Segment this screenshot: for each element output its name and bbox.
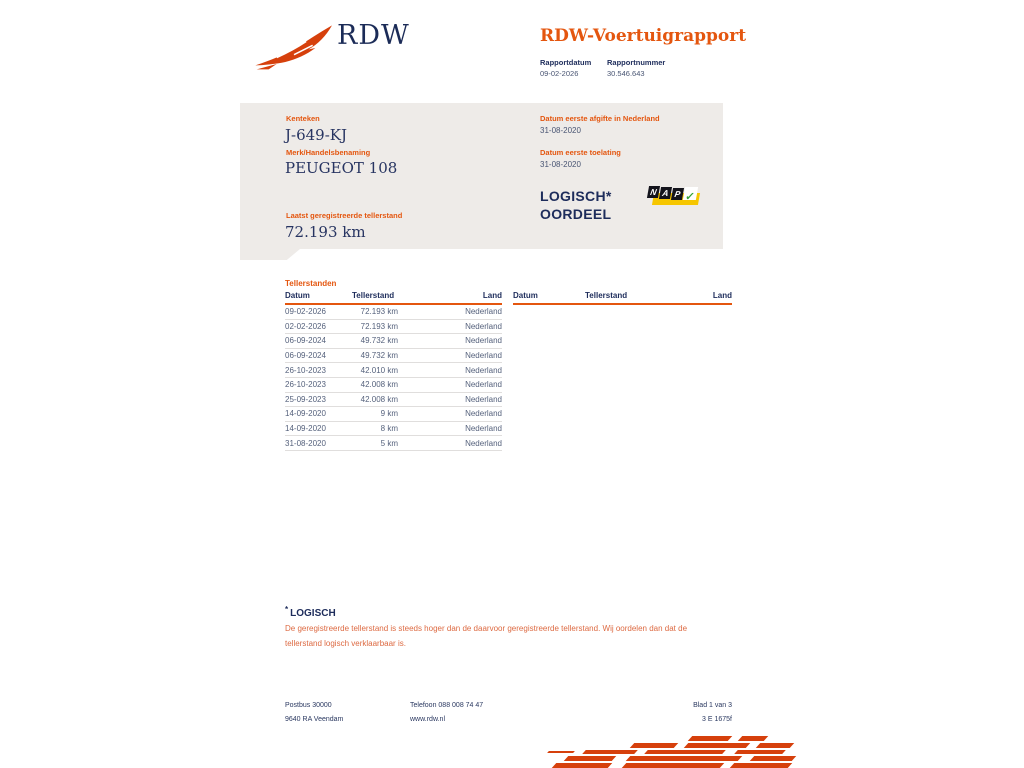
cell-land: Nederland (465, 394, 502, 404)
table-row (285, 407, 502, 422)
cell-value: 42.008 km (360, 380, 398, 390)
toelating-label: Datum eerste toelating (540, 148, 621, 157)
cell-value: 72.193 km (360, 321, 398, 331)
report-date-label: Rapportdatum (540, 58, 592, 67)
table-row (285, 349, 502, 364)
footer-page-number: Blad 1 van 3 (693, 702, 732, 709)
nap-logo (648, 186, 702, 210)
table-row (285, 422, 502, 437)
table-row (285, 363, 502, 378)
cell-land: Nederland (465, 307, 502, 317)
cell-land: Nederland (465, 438, 502, 448)
afgifte-label: Datum eerste afgifte in Nederland (540, 114, 660, 123)
tellerstanden-table-left (285, 291, 502, 451)
report-number-value: 30.546.643 (607, 69, 645, 78)
cell-land: Nederland (465, 380, 502, 390)
col-header-land: Land (482, 291, 502, 300)
cell-land: Nederland (465, 336, 502, 346)
footer-phone: Telefoon 088 008 74 47 (410, 702, 484, 709)
footnote-heading: * LOGISCH (285, 605, 336, 619)
table-header-row (285, 291, 502, 305)
table-row (285, 393, 502, 408)
merk-value: PEUGEOT 108 (285, 159, 398, 177)
nap-checkmark-icon: ✓ (683, 187, 698, 200)
table-row (285, 305, 502, 320)
cell-value: 9 km (380, 409, 398, 419)
col-header-datum: Datum (285, 291, 310, 300)
nap-letter-a: A (659, 187, 672, 199)
cell-date: 02-02-2026 (285, 321, 326, 331)
cell-date: 25-09-2023 (285, 394, 326, 404)
table-row (285, 378, 502, 393)
footnote-text: De geregistreerde tellerstand is steeds hoger dan de daarvoor geregistreerde tellerstand. Wij oordelen dan dat de tellerstand logisch verklaarbaar is. (285, 624, 688, 648)
cell-date: 31-08-2020 (285, 438, 326, 448)
tellerstand-label: Laatst geregistreerde tellerstand (286, 211, 403, 220)
col-header-datum: Datum (513, 291, 538, 300)
table-header-row (513, 291, 732, 305)
cell-value: 5 km (380, 438, 398, 448)
nap-letter-p: P (671, 188, 684, 200)
merk-label: Merk/Handelsbenaming (286, 148, 371, 157)
cell-land: Nederland (465, 365, 502, 375)
cell-date: 14-09-2020 (285, 424, 326, 434)
cell-date: 06-09-2024 (285, 351, 326, 361)
rdw-logo-text: RDW (337, 20, 410, 51)
toelating-value: 31-08-2020 (540, 160, 581, 169)
oordeel-verdict (540, 187, 612, 223)
footer-doc-code: 3 E 1675f (702, 716, 732, 723)
afgifte-value: 31-08-2020 (540, 126, 581, 135)
col-header-tellerstand: Tellerstand (352, 291, 395, 300)
nap-letter-n: N (647, 186, 660, 198)
rdw-wing-graphic (540, 736, 798, 768)
tellerstand-value: 72.193 km (285, 223, 366, 241)
cell-land: Nederland (465, 409, 502, 419)
report-number-label: Rapportnummer (607, 58, 666, 67)
footer-website: www.rdw.nl (410, 716, 446, 723)
cell-date: 09-02-2026 (285, 307, 326, 317)
report-date-value: 09-02-2026 (540, 69, 579, 78)
oordeel-line2: OORDEEL (540, 206, 612, 222)
col-header-land: Land (712, 291, 732, 300)
cell-land: Nederland (465, 321, 502, 331)
footer-address (285, 699, 343, 727)
cell-value: 72.193 km (360, 307, 398, 317)
footer-contact (410, 699, 483, 727)
cell-date: 06-09-2024 (285, 336, 326, 346)
footer-address-line2: 9640 RA Veendam (285, 716, 344, 723)
cell-value: 49.732 km (360, 336, 398, 346)
cell-land: Nederland (465, 351, 502, 361)
page-title: RDW-Voertuigrapport (540, 26, 747, 46)
cell-value: 49.732 km (360, 351, 398, 361)
cell-value: 42.008 km (360, 394, 398, 404)
cell-date: 26-10-2023 (285, 380, 326, 390)
footnote-asterisk: * (285, 605, 289, 614)
tellerstanden-rows (285, 305, 502, 451)
tellerstanden-table-right (513, 291, 732, 305)
cell-date: 26-10-2023 (285, 365, 326, 375)
kenteken-label: Kenteken (286, 114, 320, 123)
table-row (285, 334, 502, 349)
cell-value: 8 km (380, 424, 398, 434)
summary-panel-corner-tab (240, 249, 300, 260)
footer-address-line1: Postbus 30000 (285, 702, 332, 709)
table-row (285, 436, 502, 451)
tellerstanden-heading: Tellerstanden (285, 279, 337, 288)
cell-date: 14-09-2020 (285, 409, 326, 419)
col-header-tellerstand: Tellerstand (585, 291, 628, 300)
oordeel-line1: LOGISCH* (540, 188, 612, 204)
cell-land: Nederland (465, 424, 502, 434)
table-row (285, 320, 502, 335)
kenteken-value: J-649-KJ (285, 126, 347, 144)
rdw-bird-logo-icon (254, 24, 334, 72)
footer-page-info (592, 699, 732, 727)
cell-value: 42.010 km (360, 365, 398, 375)
